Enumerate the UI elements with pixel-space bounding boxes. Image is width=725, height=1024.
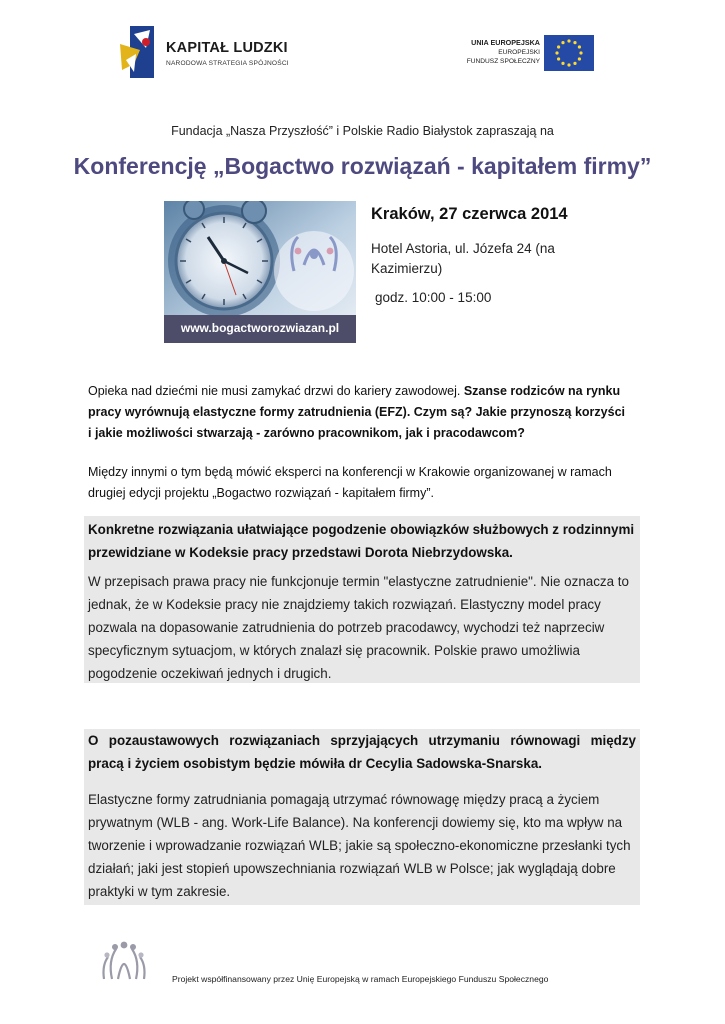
eu-logo-line1: UNIA EUROPEJSKA: [471, 38, 540, 47]
eu-logo-text: [467, 38, 540, 67]
section2-body: Elastyczne formy zatrudniania pomagają utrzymać równowagę między pracą a życiem prywatnym (WLB - ang. Work-Life Balance). Na konferencji dowiemy się, kto ma wpływ na tworzenie i wprowadzanie rozwiązań WLB; jakie są społeczno-ekonomiczne przesłanki tych działań; jaki jest stopień upowszechniania rozwiązań WLB w Polsce; jak wyglądają dobre praktyki w tym zakresie.: [88, 792, 631, 899]
event-venue: Hotel Astoria, ul. Józefa 24 (na Kazimierzu): [371, 241, 555, 276]
eu-logo: [450, 33, 600, 73]
footer-text: Projekt współfinansowany przez Unię Europejską w ramach Europejskiego Funduszu Społecznego: [172, 974, 549, 984]
event-photo: [164, 201, 356, 343]
section1-heading: Konkretne rozwiązania ułatwiające pogodzenie obowiązków służbowych z rodzinnymi przewidziane w Kodeksie pracy przedstawi Dorota Niebrzydowska.: [88, 522, 635, 560]
paragraph-intro-normal: Opieka nad dziećmi nie musi zamykać drzwi do kariery zawodowej.: [88, 384, 464, 398]
section-sadowska-snarska: [84, 729, 640, 905]
paragraph-experts: Między innymi o tym będą mówić eksperci na konferencji w Krakowie organizowanej w ramach drugiej edycji projektu „Bogactwo rozwiązań - kapitałem firmy”.: [88, 465, 612, 500]
eu-flag-icon: [544, 35, 594, 71]
section2-heading-line1: O pozaustawowych rozwiązaniach sprzyjających utrzymaniu równowagi między: [88, 733, 636, 748]
photo-url-text: www.bogactworozwiazan.pl: [164, 315, 356, 343]
kl-logo-subtitle: NARODOWA STRATEGIA SPÓJNOŚCI: [166, 60, 289, 67]
section1-body: W przepisach prawa pracy nie funkcjonuje termin "elastyczne zatrudnienie". Nie oznacza to jednak, że w Kodeksie pracy nie znajdziemy takich rozwiązań. Elastyczny model pracy pozwala na dopasowanie zatrudnienia do potrzeb pracodawcy, wychodzi też naprzeciw specyficznym sytuacjom, w których znalazł się pracownik. Polskie prawo umożliwia pogodzenie oczekiwań jednych i drugich.: [88, 574, 629, 681]
kl-logo-title: KAPITAŁ LUDZKI: [166, 40, 288, 56]
paragraph-intro-bold: Szanse rodziców na rynku pracy wyrównują elastyczne formy zatrudnienia (EFZ). Czym są? Jakie przynoszą korzyści i jakie możliwości stwarzają - zarówno pracownikom, jak i pracodawcom?: [88, 384, 625, 440]
people-logo-icon: [98, 935, 150, 983]
kapital-ludzki-logo: [120, 24, 300, 84]
eu-logo-line3: FUNDUSZ SPOŁECZNY: [466, 58, 540, 65]
intro-text: Fundacja „Nasza Przyszłość” i Polskie Radio Białystok zapraszają na: [171, 124, 554, 138]
paragraph-intro: [88, 381, 628, 444]
page-title: Konferencję „Bogactwo rozwiązań - kapitałem firmy”: [73, 153, 652, 179]
eu-logo-line2: EUROPEJSKI: [498, 48, 540, 56]
kapital-ludzki-mark-icon: [120, 24, 156, 80]
event-city-date: Kraków, 27 czerwca 2014: [371, 205, 568, 223]
section-niebrzydowska: [84, 516, 640, 683]
event-hours: godz. 10:00 - 15:00: [375, 290, 492, 305]
section2-heading-line2: pracą i życiem osobistym będzie mówiła dr Cecylia Sadowska-Snarska.: [88, 756, 542, 771]
